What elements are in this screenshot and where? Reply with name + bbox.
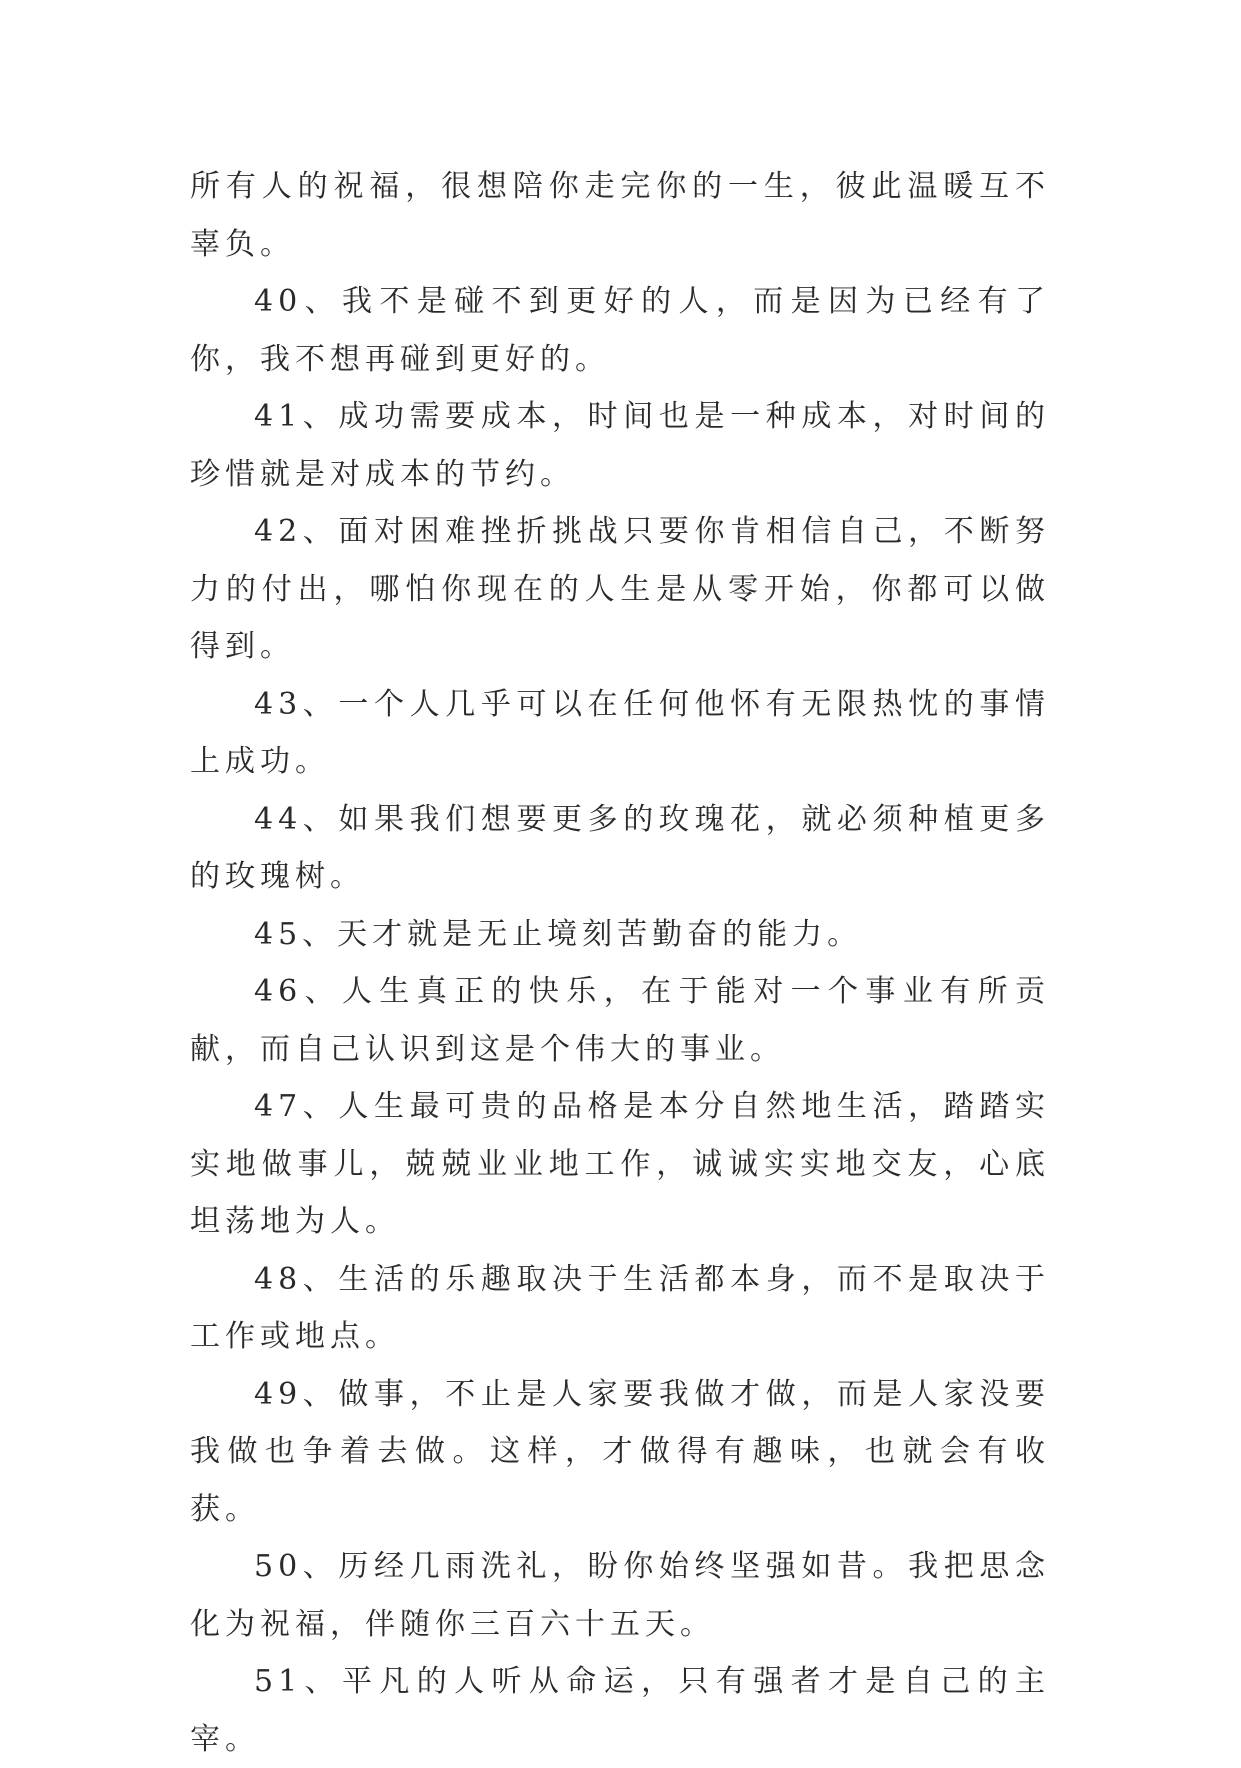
paragraph-44: 44、如果我们想要更多的玫瑰花，就必须种植更多的玫瑰树。 [190, 801, 1050, 894]
paragraph-43: 43、一个人几乎可以在任何他怀有无限热忱的事情上成功。 [190, 686, 1050, 779]
paragraph-45: 45、天才就是无止境刻苦勤奋的能力。 [254, 916, 863, 952]
paragraph-51: 51、平凡的人听从命运，只有强者才是自己的主宰。 [190, 1664, 1050, 1757]
paragraph-49: 49、做事，不止是人家要我做才做，而是人家没要我做也争着去做。这样，才做得有趣味，也就会有收获。 [190, 1376, 1050, 1527]
paragraph-47: 47、人生最可贵的品格是本分自然地生活，踏踏实实地做事儿，兢兢业业地工作，诚诚实实地交友，心底坦荡地为人。 [190, 1089, 1050, 1239]
paragraph-40: 40、我不是碰不到更好的人，而是因为已经有了你，我不想再碰到更好的。 [190, 284, 1050, 377]
paragraph-41: 41、成功需要成本，时间也是一种成本，对时间的珍惜就是对成本的节约。 [190, 399, 1050, 492]
paragraph-46: 46、人生真正的快乐，在于能对一个事业有所贡献，而自己认识到这是个伟大的事业。 [190, 974, 1050, 1067]
paragraph-50: 50、历经几雨洗礼，盼你始终坚强如昔。我把思念化为祝福，伴随你三百六十五天。 [190, 1549, 1050, 1642]
paragraph-continuation: 所有人的祝福，很想陪你走完你的一生，彼此温暖互不辜负。 [190, 169, 1050, 262]
document-body [190, 158, 1050, 1768]
paragraph-42: 42、面对困难挫折挑战只要你肯相信自己，不断努力的付出，哪怕你现在的人生是从零开始，你都可以做得到。 [190, 514, 1050, 664]
paragraph-48: 48、生活的乐趣取决于生活都本身，而不是取决于工作或地点。 [190, 1261, 1050, 1354]
